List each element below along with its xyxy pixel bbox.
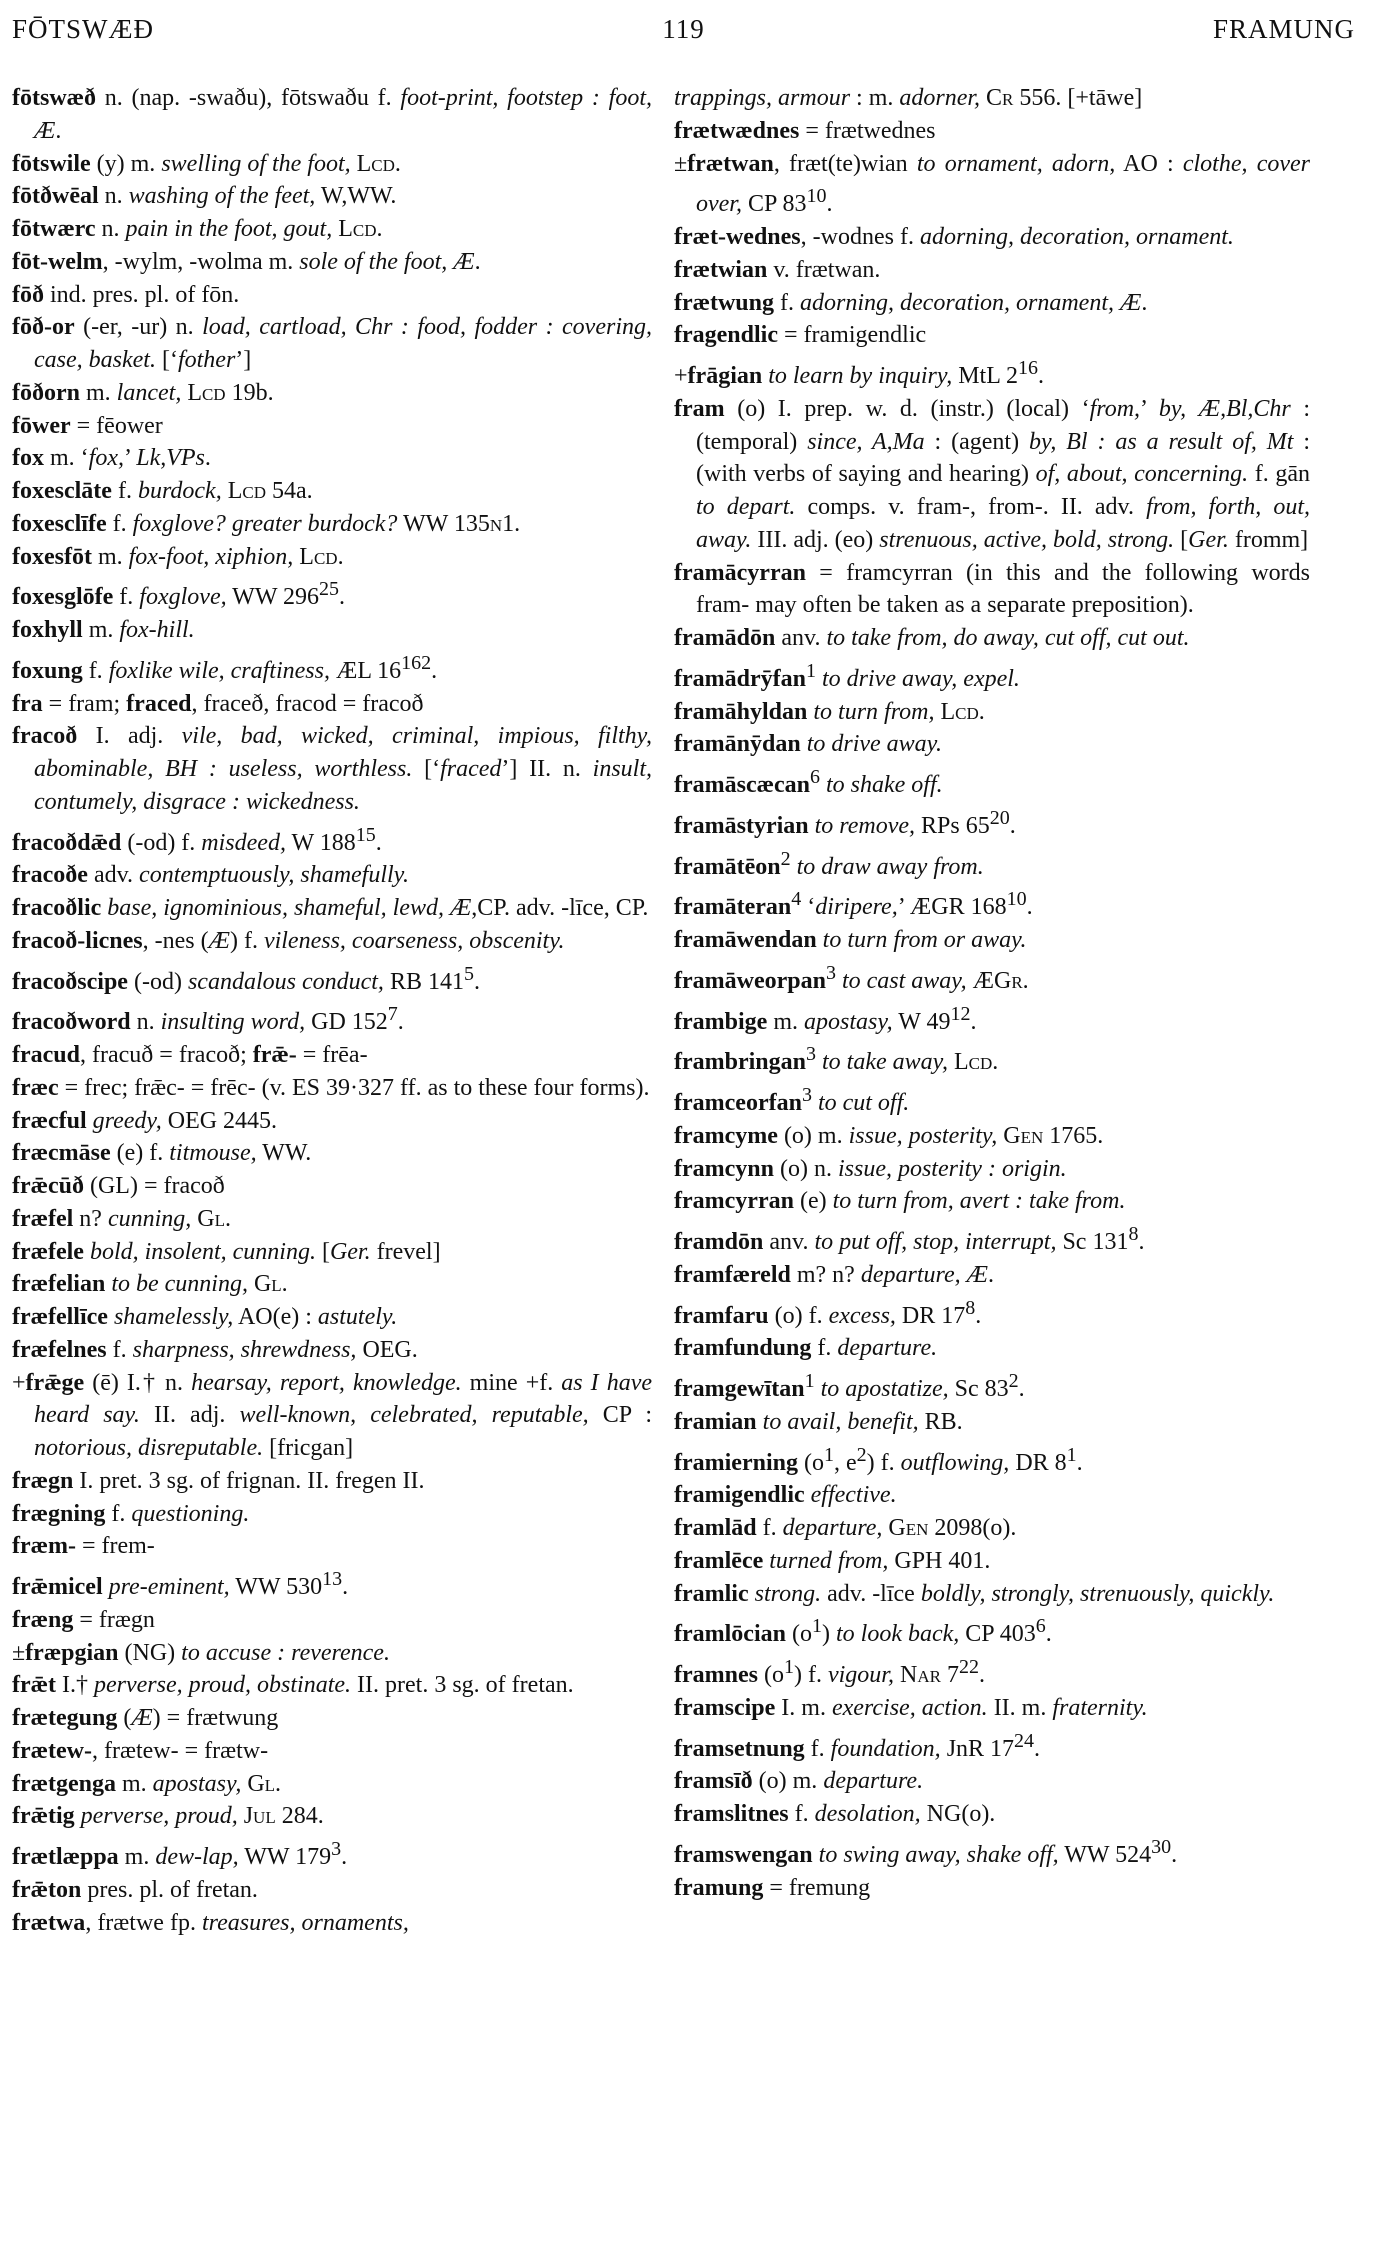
dictionary-entry: fræng = frægn <box>12 1606 155 1633</box>
dictionary-entry: fram (o) I. prep. w. d. (instr.) (local) ‘from,’ by, Æ,Bl,Chr : (temporal) since, A,Ma : (agent) by, Bl : as a result of, Mt : (with verbs of saying and hearing) of, about, concerning. f. gān to depart. comps. v. fram-, from-. II. adv. from, forth, out, away. III. adj. (eo) strenuous, active, bold, strong. [Ger. fromm] <box>674 395 1311 553</box>
dictionary-entry: framāhyldan to turn from, Lcd. <box>674 698 985 725</box>
dictionary-entry: fræcmāse (e) f. titmouse, WW. <box>12 1140 312 1167</box>
dictionary-entry: framfaru (o) f. excess, DR $17^8$. <box>674 1296 982 1329</box>
dictionary-entry: trappings, armour : m. adorner, Cr 556. [+tāwe] <box>674 85 1143 111</box>
dictionary-entry: frætwian v. frætwan. <box>674 256 881 283</box>
page-header <box>12 14 1355 56</box>
dictionary-entry: framfundung f. departure. <box>674 1335 938 1362</box>
dictionary-entry: fracoðe adv. contemptuously, shamefully. <box>12 862 410 889</box>
dictionary-entry: framian to avail, benefit, RB. <box>674 1408 963 1435</box>
running-head-right: FRAMUNG <box>1212 14 1355 44</box>
dictionary-entry: frætgenga m. apostasy, Gl. <box>12 1770 282 1797</box>
dictionary-entry: foxesglōfe f. foxglove, WW $296^{25}$. <box>12 578 346 611</box>
dictionary-entry: fræc = frec; frǣc- = frēc- (v. ES 39·327 ff. as to these four forms). <box>12 1074 650 1101</box>
dictionary-entry: framdōn anv. to put off, stop, interrupt, Sc $131^8$. <box>674 1223 1145 1255</box>
dictionary-entry: foxesfōt m. fox-foot, xiphion, Lcd. <box>12 543 344 570</box>
dictionary-entry: framlic strong. adv. -līce boldly, strongly, strenuously, quickly. <box>674 1580 1275 1607</box>
dictionary-entry: framānȳdan to drive away. <box>674 731 943 758</box>
dictionary-entry: fracud, fracuð = fracoð; frǣ- = frēa- <box>12 1042 368 1068</box>
dictionary-entry: frambige m. apostasy, W $49^{12}$. <box>674 1002 977 1035</box>
dictionary-entry: fōtswile (y) m. swelling of the foot, Lcd. <box>12 150 401 177</box>
dictionary-entry: framfæreld m? n? departure, Æ. <box>674 1261 994 1288</box>
dictionary-entry: framācyrran = framcyrran (in this and the following words fram- may often be taken as a separate preposition). <box>674 559 1310 619</box>
dictionary-entry: fōð ind. pres. pl. of fōn. <box>12 281 240 308</box>
dictionary-entry: framlōcian $(o^1)$ to look back, CP $403^6$. <box>674 1615 1052 1648</box>
dictionary-entry: fōt-welm, -wylm, -wolma m. sole of the foot, Æ. <box>12 248 481 275</box>
dictionary-entry: fox m. ‘fox,’ Lk,VPs. <box>12 445 211 472</box>
dictionary-entry: foxhyll m. fox-hill. <box>12 617 195 643</box>
dictionary-entry: frægn I. pret. 3 sg. of frignan. II. fregen II. <box>12 1467 425 1494</box>
dictionary-entry: framādōn anv. to take from, do away, cut off, cut out. <box>674 625 1190 651</box>
dictionary-entry: ±frætwan, fræt(te)wian to ornament, adorn, AO : clothe, cover over, CP $83^{10}$. <box>674 150 1310 218</box>
dictionary-entry: frǣt I.† perverse, proud, obstinate. II. pret. 3 sg. of fretan. <box>12 1672 574 1699</box>
dictionary-entry: +frāgian to learn by inquiry, MtL $2^{16}$. <box>674 357 1044 389</box>
dictionary-entry: framswengan to swing away, shake off, WW $524^{30}$. <box>674 1835 1178 1868</box>
dictionary-entry: fracoðscipe (-od) scandalous conduct, RB $141^5$. <box>12 962 480 995</box>
dictionary-entry: framung = fremung <box>674 1874 871 1901</box>
dictionary-entry: fōtðwēal n. washing of the feet, W,WW. <box>12 183 397 210</box>
dictionary-entry: framcyrran (e) to turn from, avert : take from. <box>674 1188 1126 1215</box>
dictionary-entry: frætegung (Æ) = frætwung <box>12 1705 279 1731</box>
dictionary-entry: framcyme (o) m. issue, posterity, Gen 1765. <box>674 1122 1104 1149</box>
dictionary-entry: framsetnung f. foundation, JnR $17^{24}$. <box>674 1729 1041 1762</box>
dictionary-entry: frætwædnes = frætwednes <box>674 117 936 144</box>
dictionary-entry: ±fræpgian (NG) to accuse : reverence. <box>12 1639 390 1666</box>
left-column <box>12 82 652 1939</box>
dictionary-entry: frambringan$^3$ to take away, Lcd. <box>674 1043 999 1076</box>
dictionary-entry: fra = fram; fraced, fraceð, fracod = fracoð <box>12 690 424 717</box>
dictionary-entry: frǣcūð (GL) = fracoð <box>12 1173 225 1199</box>
dictionary-entry: fracoðdǣd (-od) f. misdeed, W $188^{15}$. <box>12 823 382 856</box>
dictionary-entry: frætew-, frætew- = frætw- <box>12 1737 269 1764</box>
dictionary-entry: fræfellīce shamelessly, AO(e) : astutely. <box>12 1304 398 1330</box>
dictionary-entry: foxung f. foxlike wile, craftiness, ÆL $16^{162}$. <box>12 651 438 684</box>
dictionary-entry: fracoð-licnes, -nes (Æ) f. vileness, coarseness, obscenity. <box>12 927 565 954</box>
dictionary-entry: fræfelnes f. sharpness, shrewdness, OEG. <box>12 1336 418 1363</box>
dictionary-entry: fræfelian to be cunning, Gl. <box>12 1271 288 1298</box>
dictionary-entry: frægning f. questioning. <box>12 1500 250 1527</box>
dictionary-entry: framslitnes f. desolation, NG(o). <box>674 1801 996 1827</box>
dictionary-entry: fræt-wednes, -wodnes f. adorning, decoration, ornament. <box>674 224 1234 250</box>
dictionary-entry: fracoðword n. insulting word, GD $152^7$. <box>12 1003 404 1036</box>
dictionary-entry: framscipe I. m. exercise, action. II. m. fraternity. <box>674 1694 1148 1721</box>
dictionary-entry: fræm- = frem- <box>12 1533 155 1560</box>
dictionary-entry: frǣmicel pre-eminent, WW $530^{13}$. <box>12 1568 349 1600</box>
dictionary-entry: fōtwærc n. pain in the foot, gout, Lcd. <box>12 216 383 242</box>
dictionary-entry: fōð-or (-er, -ur) n. load, cartload, Chr : food, fodder : covering, case, basket. [‘fother’] <box>12 314 652 373</box>
dictionary-entry: framceorfan$^3$ to cut off. <box>674 1084 910 1116</box>
dictionary-entry: fōwer = fēower <box>12 412 163 439</box>
dictionary-entry: framcynn (o) n. issue, posterity : origin. <box>674 1155 1067 1182</box>
dictionary-entry: +frǣge (ē) I.† n. hearsay, report, knowledge. mine +f. as I have heard say. II. adj. well-known, celebrated, reputable, CP : notorious, disreputable. [fricgan] <box>12 1369 653 1461</box>
dictionary-entry: frætlæppa m. dew-lap, WW $179^3$. <box>12 1838 348 1870</box>
dictionary-entry: frætwung f. adorning, decoration, ornament, Æ. <box>674 289 1148 316</box>
dictionary-entry: framātēon$^2$ to draw away from. <box>674 847 984 880</box>
dictionary-entry: fræfel n? cunning, Gl. <box>12 1205 231 1232</box>
dictionary-entry: fōtswæð n. (nap. -swaðu), fōtswaðu f. foot-print, footstep : foot, Æ. <box>12 85 652 144</box>
dictionary-entry: fracoð I. adj. vile, bad, wicked, criminal, impious, filthy, abominable, BH : useless, worthless. [‘fraced’] II. n. insult, contumely, disgrace : wickedness. <box>12 723 653 815</box>
dictionary-entry: fracoðlic base, ignominious, shameful, lewd, Æ,CP. adv. -līce, CP. <box>12 895 649 921</box>
dictionary-entry: framāwendan to turn from or away. <box>674 927 1027 953</box>
dictionary-entry: framāscæcan$^6$ to shake off. <box>674 766 943 798</box>
dictionary-entry: framāweorpan$^3$ to cast away, ÆGr. <box>674 961 1029 994</box>
dictionary-entry: fræfele bold, insolent, cunning. [Ger. frevel] <box>12 1238 441 1265</box>
right-column <box>674 82 1310 1904</box>
dictionary-entry: fōðorn m. lancet, Lcd 19b. <box>12 379 274 406</box>
dictionary-entry: fræcful greedy, OEG 2445. <box>12 1107 278 1134</box>
dictionary-entry: framādrȳfan$^1$ to drive away, expel. <box>674 659 1020 692</box>
dictionary-entry: framgewītan$^1$ to apostatize, Sc $83^2$. <box>674 1370 1025 1402</box>
dictionary-entry: framāstyrian to remove, RPs $65^{20}$. <box>674 806 1016 839</box>
dictionary-entry: frǣton pres. pl. of fretan. <box>12 1876 258 1903</box>
dictionary-entry: framlād f. departure, Gen 2098(o). <box>674 1515 1017 1541</box>
page-number: 119 <box>662 14 705 44</box>
dictionary-entry: framāteran$^4$ ‘diripere,’ ÆGR $168^{10}$. <box>674 888 1033 921</box>
dictionary-entry: frætwa, frætwe fp. treasures, ornaments, <box>12 1909 409 1936</box>
dictionary-entry: framierning ($o^1$, $e^2$) f. outflowing, DR $8^1$. <box>674 1443 1083 1476</box>
dictionary-entry: foxesclīfe f. foxglove? greater burdock? WW 135n1. <box>12 510 521 537</box>
dictionary-entry: frǣtig perverse, proud, Jul 284. <box>12 1803 324 1830</box>
dictionary-entry: framigendlic effective. <box>674 1482 897 1509</box>
dictionary-entry: framsīð (o) m. departure. <box>674 1768 924 1795</box>
running-head-left: FŌTSWÆÐ <box>12 14 155 44</box>
dictionary-entry: foxesclāte f. burdock, Lcd 54a. <box>12 478 313 504</box>
dictionary-entry: framnes $(o^1)$ f. vigour, Nar $7^{22}$. <box>674 1656 985 1688</box>
dictionary-entry: framlēce turned from, GPH 401. <box>674 1547 991 1574</box>
dictionary-entry: fragendlic = framigendlic <box>674 322 927 349</box>
